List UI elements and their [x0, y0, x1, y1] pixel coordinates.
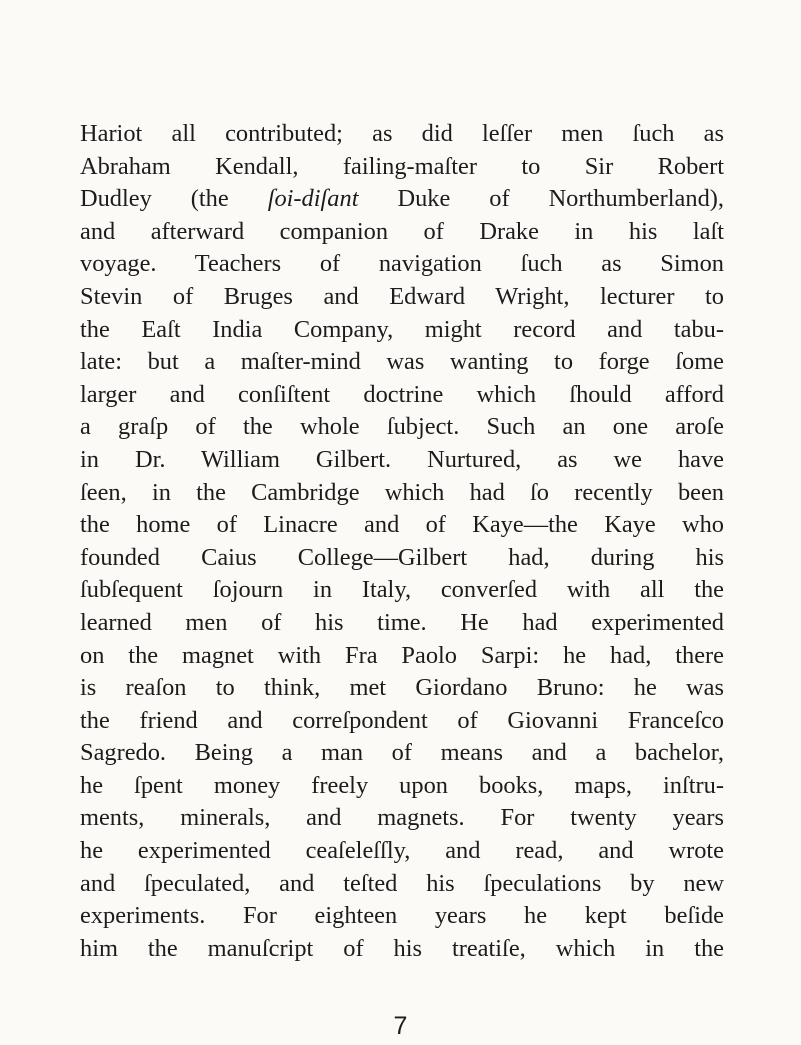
text-line: the home of Linacre and of Kaye—the Kaye who	[80, 511, 724, 539]
text-line: Stevin of Bruges and Edward Wright, lecturer to	[80, 282, 724, 310]
text-line: experiments. For eighteen years he kept beſide	[80, 902, 724, 930]
text-line: a graſp of the whole ſubject. Such an one aroſe	[80, 413, 724, 441]
text-line: ſeen, in the Cambridge which had ſo recently been	[80, 478, 724, 506]
text-line: he experimented ceaſeleſſly, and read, and wrote	[80, 837, 724, 865]
text-line: Abraham Kendall, failing-maſter to Sir Robert	[80, 152, 724, 180]
italic-phrase: ſoi-diſant	[267, 185, 359, 213]
text-line: ments, minerals, and magnets. For twenty years	[80, 804, 724, 832]
text-line: in Dr. William Gilbert. Nurtured, as we have	[80, 445, 724, 473]
text-line: ſubſequent ſojourn in Italy, converſed with all the	[80, 576, 724, 604]
text-line: he ſpent money freely upon books, maps, inſtru-	[80, 771, 724, 799]
text-line: late: but a maſter-mind was wanting to forge ſome	[80, 348, 724, 376]
text-line: is reaſon to think, met Giordano Bruno: he was	[80, 674, 724, 702]
text-line: the Eaſt India Company, might record and tabu-	[80, 315, 724, 343]
page-number: 7	[393, 1012, 408, 1040]
text-segment: Dudley (the	[80, 185, 268, 213]
text-line	[80, 183, 724, 216]
text-line: voyage. Teachers of navigation ſuch as Simon	[80, 250, 724, 278]
text-line: him the manuſcript of his treatiſe, which in the	[80, 934, 724, 962]
text-line: and ſpeculated, and teſted his ſpeculations by new	[80, 869, 724, 897]
text-segment: Duke of Northumberland),	[358, 185, 724, 213]
text-line: Sagredo. Being a man of means and a bachelor,	[80, 739, 724, 767]
text-line: the friend and correſpondent of Giovanni Franceſco	[80, 706, 724, 734]
text-line: on the magnet with Fra Paolo Sarpi: he had, there	[80, 641, 724, 669]
text-line: learned men of his time. He had experimented	[80, 608, 724, 636]
text-line: Hariot all contributed; as did leſſer men ſuch as	[80, 120, 724, 147]
text-line: founded Caius College—Gilbert had, during his	[80, 543, 724, 571]
body-text	[80, 118, 724, 965]
text-line: larger and conſiſtent doctrine which ſhould afford	[80, 380, 724, 408]
text-line: and afterward companion of Drake in his laſt	[80, 217, 724, 245]
